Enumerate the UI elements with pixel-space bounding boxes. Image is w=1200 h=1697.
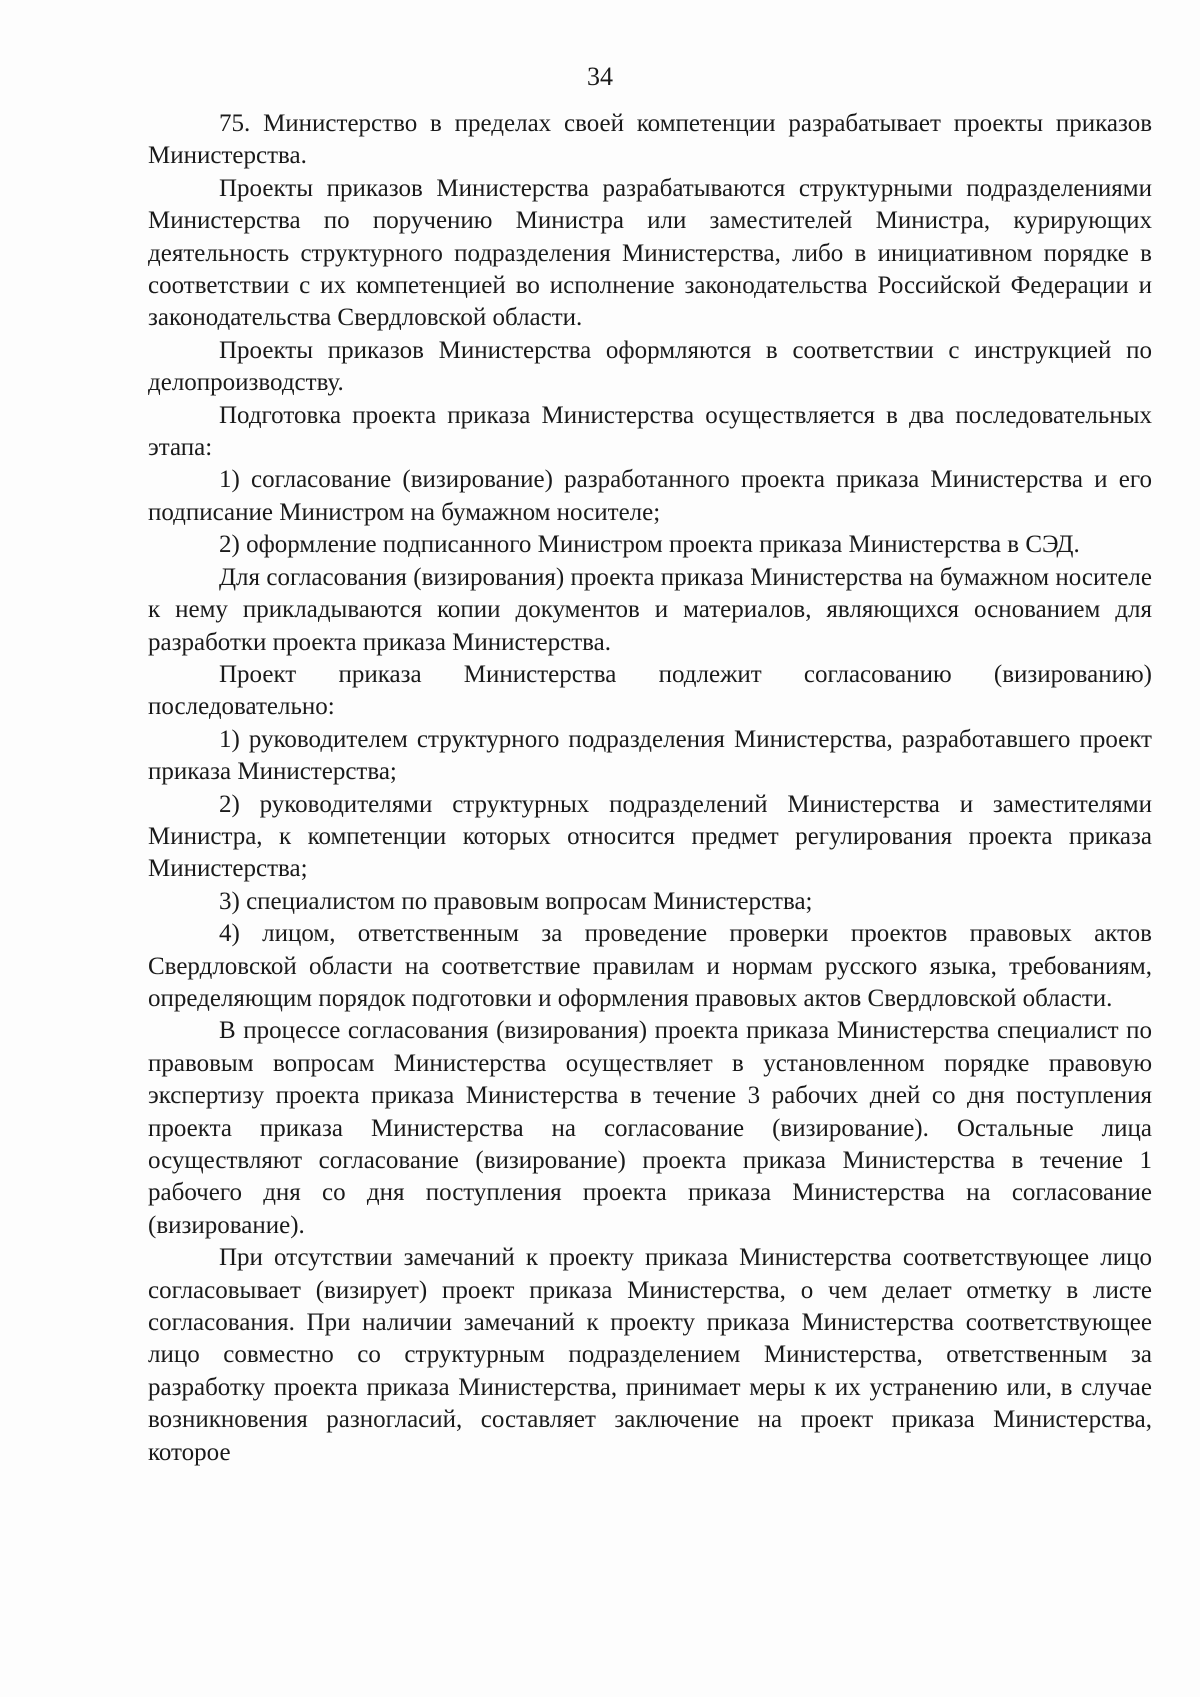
paragraph: В процессе согласования (визирования) проекта приказа Министерства специалист по правовым вопросам Министерства осуществляет в установленном порядке правовую экспертизу проекта приказа Министерства в течение 3 рабочих дней со дня поступления проекта приказа Министерства на согласование (визирование). Остальные лица осуществляют согласование (визирование) проекта приказа Министерства в течение 1 рабочего дня со дня поступления проекта приказа Министерства на согласование (визирование). [148,1017,1152,1239]
paragraph: 75. Министерство в пределах своей компетенции разрабатывает проекты приказов Министерства. [148,110,1152,170]
page-number: 34 [587,62,613,91]
document-body [148,108,1152,1469]
list-item: 1) руководителем структурного подразделения Министерства, разработавшего проект приказа Министерства; [148,725,1152,786]
paragraph: Проекты приказов Министерства разрабатываются структурными подразделениями Министерства по поручению Министра или заместителей Министра, курирующих деятельность структурного подразделения Министерства, либо в инициативном порядке в соответствии с их компетенцией во исполнение законодательства Российской Федерации и законодательства Свердловской области. [148,174,1152,332]
paragraph: Проект приказа Министерства подлежит согласованию (визированию) последовательно: [148,660,1152,721]
list-item: 3) специалистом по правовым вопросам Министерства; [219,887,813,915]
list-item: 2) оформление подписанного Министром проекта приказа Министерства в СЭД. [219,531,1080,559]
paragraph: Для согласования (визирования) проекта приказа Министерства на бумажном носителе к нему прикладываются копии документов и материалов, являющихся основанием для разработки проекта приказа Министерства. [148,563,1152,656]
paragraph: Подготовка проекта приказа Министерства осуществляется в два последовательных этапа: [148,401,1152,462]
paragraph: При отсутствии замечаний к проекту приказа Министерства соответствующее лицо согласовывает (визирует) проект приказа Министерства, о чем делает отметку в листе согласования. При наличии замечаний к проекту приказа Министерства соответствующее лицо совместно со структурным подразделением Министерства, ответственным за разработку проекта приказа Министерства, принимает меры к их устранению или, в случае возникновения разногласий, составляет заключение на проект приказа Министерства, которое [148,1244,1152,1466]
list-item: 4) лицом, ответственным за проведение проверки проектов правовых актов Свердловской области на соответствие правилам и нормам русского языка, требованиям, определяющим порядок подготовки и оформления правовых актов Свердловской области. [148,920,1152,1012]
list-item: 2) руководителями структурных подразделений Министерства и заместителями Министра, к компетенции которых относится предмет регулирования проекта приказа Министерства; [148,790,1152,883]
list-item: 1) согласование (визирование) разработанного проекта приказа Министерства и его подписание Министром на бумажном носителе; [148,466,1152,526]
paragraph: Проекты приказов Министерства оформляются в соответствии с инструкцией по делопроизводству. [148,336,1152,397]
